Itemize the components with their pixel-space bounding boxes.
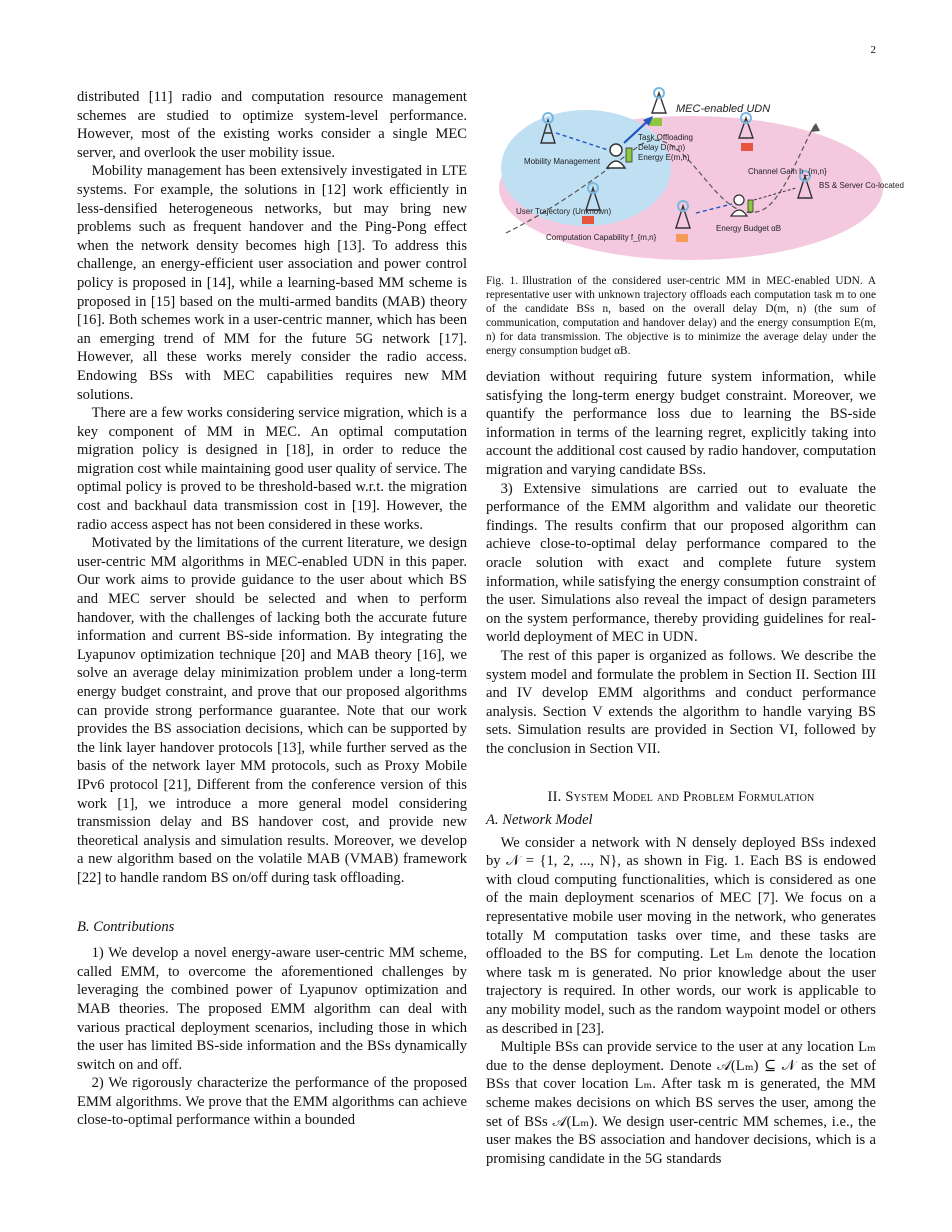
section-title-system-model: II. System Model and Problem Formulation [547,789,815,806]
body-paragraph: Mobility management has been extensively investigated in LTE systems. For example, the solutions in [12] work efficiently in less-densified heterogeneous networks, but may bring new problems such as frequent handover and the Ping-Pong effect when the network density becomes high [13]. To address this challenge, an energy-efficient user association and power control policy is proposed in [14], while a learning-based MM scheme is proposed in [15] based on the multi-armed bandits (MAB) theory [16]. Both schemes work in a user-centric manner, which has been an emerging trend of MM for the future 5G network [17]. However, all these works merely consider the radio access. Endowing BSs with MEC capabilities requires new MM solutions. [77,163,467,403]
body-paragraph: There are a few works considering service migration, which is a key component of MM in MEC. An optimal computation migration policy is designed in [18], in order to reduce the migration cost while maintaining good user quality of service. The optimal policy is proved to be threshold-based w.r.t. the migration cost and backhaul data transmission cost in [19]. However, the radio access aspect has not been considered in these works. [77,405,467,533]
body-paragraph: The rest of this paper is organized as follows. We describe the system model and formulate the problem in Section II. Section III and IV develop EMM algorithms and conduct performance analysis. Section V extends the algorithm to handle varying BS sets. Simulation results are provided in Section VI, followed by the conclusion in Section VII. [486,647,876,757]
label-delay: Delay D(m,n) [638,143,686,152]
subsection-title-contributions: B. Contributions [77,918,175,935]
label-energy-budget: Energy Budget αB [716,224,782,233]
body-paragraph: 1) We develop a novel energy-aware user-centric MM scheme, called EMM, to overcome the aforementioned challenges by leveraging the combined power of Lyapunov optimization and MAB theories. The proposed EMM algorithm can deal with various practical deployment scenarios, including those in which the user has limited BS-side information and the BSs dynamically switch on and off. [77,945,467,1073]
subsection-title-network-model: A. Network Model [486,812,593,829]
body-paragraph: deviation without requiring future system information, while satisfying the long-term energy budget constraint. Moreover, we quantify the performance loss due to learning the BS-side information in terms of the learning regret, explicitly taking into account the additional cost caused by radio handover, computation migration and varying candidate BSs. [486,369,876,478]
body-paragraph: Motivated by the limitations of the current literature, we design user-centric MM algorithms in MEC-enabled UDN in this paper. Our work aims to provide guidance to the user about which BS and MEC server should be selected and when to perform handover, with the challenges of lacking both the accurate future information and current BS-side information. By integrating the Lyapunov optimization technique [20] and MAB theory [16], we solve an average delay minimization problem under a long-term energy budget constraint, and prove that our proposed algorithms can provide strong performance guarantee. Note that our work provides the BS association decisions, which can be supported by the link layer handover protocols [13], while further served as the basis of the network layer MM protocols, such as Proxy Mobile IPv6 protocol [21], Different from the conference version of this work [1], we introduce a more general model considering transmission delay and BS handover cost, and provide new theoretical analysis and simulation results. Moreover, we develop a new algorithm based on the volatile MAB (VMAB) framework [22] to handle random BS on/off during task offloading. [77,535,467,886]
label-channel-gain: Channel Gain h_{m,n} [748,167,827,176]
caption-label: Fig. 1. [486,275,519,287]
caption-text: Illustration of the considered user-centric MM in MEC-enabled UDN. A representative user with unknown trajectory offloads each computation task m to one of the candidate BSs n, based on the overall delay D(m, n) (the sum of communication, computation and handover delay) and the energy consumption E(m, n) for data transmission. The objective is to minimize the average delay under the energy consumption budget αB. [486,275,876,357]
body-paragraph: 3) Extensive simulations are carried out to evaluate the performance of the EMM algorithm and validate our theoretic findings. The results confirm that our proposed algorithm can achieve close-to-optimal delay performance compared to the oracle solution with exact and complete future system information, while satisfying the energy consumption constraint of the user. Simulations also reveal the impact of design parameters on the system performance, thereby providing guidelines for real-world deployment of MEC in UDN. [486,480,876,646]
body-paragraph: We consider a network with N densely deployed BSs indexed by 𝒩 = {1, 2, ..., N}, as shown in Fig. 1. Each BS is endowed with cloud computing functionalities, which is considered as one of the main deployment scenarios of MEC [7]. We focus on a representative mobile user moving in the network, who generates totally M computation tasks over time, and these tasks are offloaded to the BS for computing. Let Lₘ denote the location where task m is generated. No prior knowledge about the user trajectory is required. In other words, our work is applicable to any mobility model, such as the random waypoint model or others as described in [23]. [486,834,876,1037]
label-task-offloading: Task Offloading [638,133,693,142]
figure-caption [486,274,876,358]
figure-title: MEC-enabled UDN [676,103,771,115]
body-paragraph: distributed [11] radio and computation resource management schemes are studied to optimize system-level performance. However, most of the existing works consider a single MEC server, and overlook the user mobility issue. [77,89,467,161]
label-computation-capability: Computation Capability f_{m,n} [546,233,657,242]
page-number: 2 [870,44,876,56]
right-column-text [486,368,876,1168]
label-user-trajectory: User Trajectory (Unknown) [516,207,612,216]
label-mobility-management: Mobility Management [524,157,601,166]
figure-mec-udn [486,88,904,268]
trajectory-arrowhead [810,123,820,132]
label-bs-server: BS & Server Co-located [819,181,904,190]
left-column [77,88,467,1130]
body-paragraph: Multiple BSs can provide service to the user at any location Lₘ due to the dense deployment. Denote 𝒜(Lₘ) ⊆ 𝒩 as the set of BSs that cover location Lₘ. After task m is generated, the MM scheme makes decisions on which BS serves the user, among the set of BSs 𝒜(Lₘ). We design user-centric MM schemes, i.e., the user makes the BS association and handover decisions, which is a promising candidate in the 5G standards [486,1039,876,1167]
body-paragraph: 2) We rigorously characterize the performance of the proposed EMM algorithms. We prove that the EMM algorithms can achieve close-to-optimal performance within a bounded [77,1075,467,1129]
label-energy: Energy E(m,n) [638,153,690,162]
